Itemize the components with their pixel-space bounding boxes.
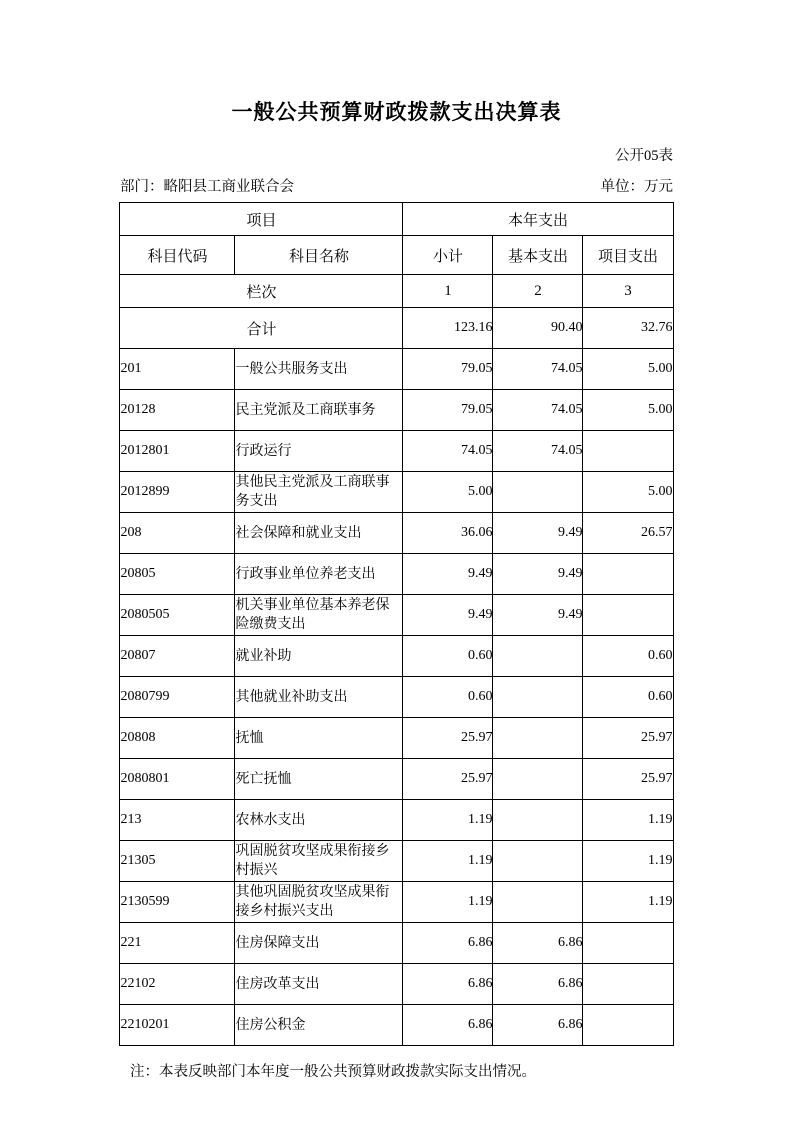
cell-subtotal: 25.97 bbox=[403, 759, 493, 800]
budget-expenditure-table bbox=[119, 202, 673, 1046]
cell-basic bbox=[493, 841, 583, 882]
table-row bbox=[120, 800, 673, 841]
cell-name: 抚恤 bbox=[235, 718, 403, 759]
cell-project bbox=[583, 595, 673, 636]
cell-name: 巩固脱贫攻坚成果衔接乡村振兴 bbox=[235, 841, 403, 882]
cell-project: 1.19 bbox=[583, 841, 673, 882]
cell-name: 死亡抚恤 bbox=[235, 759, 403, 800]
table-row bbox=[120, 759, 673, 800]
cell-subtotal: 1.19 bbox=[403, 882, 493, 923]
cell-name: 其他巩固脱贫攻坚成果衔接乡村振兴支出 bbox=[235, 882, 403, 923]
cell-code: 2130599 bbox=[120, 882, 235, 923]
cell-code: 2012801 bbox=[120, 431, 235, 472]
cell-code: 20808 bbox=[120, 718, 235, 759]
table-row bbox=[120, 636, 673, 677]
cell-basic: 74.05 bbox=[493, 390, 583, 431]
cell-subtotal: 0.60 bbox=[403, 636, 493, 677]
table-row bbox=[120, 554, 673, 595]
cell-code: 213 bbox=[120, 800, 235, 841]
cell-code: 21305 bbox=[120, 841, 235, 882]
table-row bbox=[120, 677, 673, 718]
table-row bbox=[120, 472, 673, 513]
cell-subtotal: 1.19 bbox=[403, 800, 493, 841]
cell-basic: 6.86 bbox=[493, 923, 583, 964]
cell-code: 22102 bbox=[120, 964, 235, 1005]
cell-basic bbox=[493, 882, 583, 923]
column-number-2: 2 bbox=[493, 275, 583, 308]
cell-project bbox=[583, 923, 673, 964]
cell-project: 1.19 bbox=[583, 882, 673, 923]
cell-subtotal: 5.00 bbox=[403, 472, 493, 513]
department-label: 部门：略阳县工商业联合会 bbox=[120, 179, 294, 195]
cell-code: 201 bbox=[120, 349, 235, 390]
table-row bbox=[120, 349, 673, 390]
table-row bbox=[120, 718, 673, 759]
table-row bbox=[120, 390, 673, 431]
cell-code: 2012899 bbox=[120, 472, 235, 513]
total-project: 32.76 bbox=[583, 308, 673, 349]
cell-name: 民主党派及工商联事务 bbox=[235, 390, 403, 431]
group-header-item: 项目 bbox=[120, 203, 403, 236]
cell-project: 25.97 bbox=[583, 718, 673, 759]
column-header-basic: 基本支出 bbox=[493, 236, 583, 275]
cell-code: 20128 bbox=[120, 390, 235, 431]
cell-basic: 9.49 bbox=[493, 513, 583, 554]
column-number-3: 3 bbox=[583, 275, 673, 308]
cell-code: 2210201 bbox=[120, 1005, 235, 1046]
table-column-number-row bbox=[120, 275, 673, 308]
table-row bbox=[120, 923, 673, 964]
form-number: 公开05表 bbox=[615, 148, 673, 164]
cell-project: 5.00 bbox=[583, 390, 673, 431]
cell-name: 就业补助 bbox=[235, 636, 403, 677]
table-note: 注：本表反映部门本年度一般公共预算财政拨款实际支出情况。 bbox=[130, 1064, 536, 1080]
table-row bbox=[120, 964, 673, 1005]
cell-basic: 74.05 bbox=[493, 349, 583, 390]
cell-project: 0.60 bbox=[583, 636, 673, 677]
cell-subtotal: 1.19 bbox=[403, 841, 493, 882]
cell-code: 221 bbox=[120, 923, 235, 964]
cell-subtotal: 36.06 bbox=[403, 513, 493, 554]
cell-code: 2080505 bbox=[120, 595, 235, 636]
cell-name: 住房公积金 bbox=[235, 1005, 403, 1046]
column-number-1: 1 bbox=[403, 275, 493, 308]
cell-project bbox=[583, 554, 673, 595]
meta-row bbox=[0, 165, 793, 196]
cell-basic bbox=[493, 472, 583, 513]
cell-basic bbox=[493, 677, 583, 718]
cell-subtotal: 25.97 bbox=[403, 718, 493, 759]
table-row bbox=[120, 595, 673, 636]
column-header-code: 科目代码 bbox=[120, 236, 235, 275]
cell-name: 行政运行 bbox=[235, 431, 403, 472]
table-row bbox=[120, 513, 673, 554]
table-row bbox=[120, 882, 673, 923]
cell-project: 5.00 bbox=[583, 472, 673, 513]
cell-project bbox=[583, 1005, 673, 1046]
cell-name: 住房保障支出 bbox=[235, 923, 403, 964]
cell-subtotal: 79.05 bbox=[403, 349, 493, 390]
cell-subtotal: 74.05 bbox=[403, 431, 493, 472]
cell-project bbox=[583, 431, 673, 472]
total-basic: 90.40 bbox=[493, 308, 583, 349]
cell-name: 行政事业单位养老支出 bbox=[235, 554, 403, 595]
cell-basic: 6.86 bbox=[493, 1005, 583, 1046]
cell-subtotal: 9.49 bbox=[403, 554, 493, 595]
column-header-name: 科目名称 bbox=[235, 236, 403, 275]
cell-project: 0.60 bbox=[583, 677, 673, 718]
cell-subtotal: 6.86 bbox=[403, 964, 493, 1005]
cell-code: 20805 bbox=[120, 554, 235, 595]
cell-subtotal: 79.05 bbox=[403, 390, 493, 431]
cell-basic bbox=[493, 800, 583, 841]
table-row bbox=[120, 1005, 673, 1046]
cell-code: 208 bbox=[120, 513, 235, 554]
cell-code: 20807 bbox=[120, 636, 235, 677]
cell-subtotal: 9.49 bbox=[403, 595, 493, 636]
cell-project: 26.57 bbox=[583, 513, 673, 554]
unit-label: 单位：万元 bbox=[600, 179, 673, 195]
table-group-header-row bbox=[120, 203, 673, 236]
cell-basic: 6.86 bbox=[493, 964, 583, 1005]
total-subtotal: 123.16 bbox=[403, 308, 493, 349]
cell-basic: 9.49 bbox=[493, 595, 583, 636]
cell-code: 2080799 bbox=[120, 677, 235, 718]
cell-code: 2080801 bbox=[120, 759, 235, 800]
table-row bbox=[120, 431, 673, 472]
table-column-header-row bbox=[120, 236, 673, 275]
cell-name: 社会保障和就业支出 bbox=[235, 513, 403, 554]
group-header-current-year: 本年支出 bbox=[403, 203, 673, 236]
cell-name: 其他就业补助支出 bbox=[235, 677, 403, 718]
cell-subtotal: 6.86 bbox=[403, 923, 493, 964]
cell-subtotal: 6.86 bbox=[403, 1005, 493, 1046]
column-number-label: 栏次 bbox=[120, 275, 403, 308]
table-total-row bbox=[120, 308, 673, 349]
cell-name: 机关事业单位基本养老保险缴费支出 bbox=[235, 595, 403, 636]
cell-basic: 9.49 bbox=[493, 554, 583, 595]
cell-name: 其他民主党派及工商联事务支出 bbox=[235, 472, 403, 513]
cell-project: 5.00 bbox=[583, 349, 673, 390]
cell-project: 1.19 bbox=[583, 800, 673, 841]
column-header-subtotal: 小计 bbox=[403, 236, 493, 275]
cell-basic bbox=[493, 718, 583, 759]
cell-name: 住房改革支出 bbox=[235, 964, 403, 1005]
cell-project: 25.97 bbox=[583, 759, 673, 800]
page-title: 一般公共预算财政拨款支出决算表 bbox=[231, 101, 562, 124]
cell-basic bbox=[493, 759, 583, 800]
total-label: 合计 bbox=[120, 308, 403, 349]
table-row bbox=[120, 841, 673, 882]
cell-project bbox=[583, 964, 673, 1005]
cell-basic: 74.05 bbox=[493, 431, 583, 472]
column-header-project: 项目支出 bbox=[583, 236, 673, 275]
cell-subtotal: 0.60 bbox=[403, 677, 493, 718]
cell-name: 农林水支出 bbox=[235, 800, 403, 841]
cell-name: 一般公共服务支出 bbox=[235, 349, 403, 390]
cell-basic bbox=[493, 636, 583, 677]
